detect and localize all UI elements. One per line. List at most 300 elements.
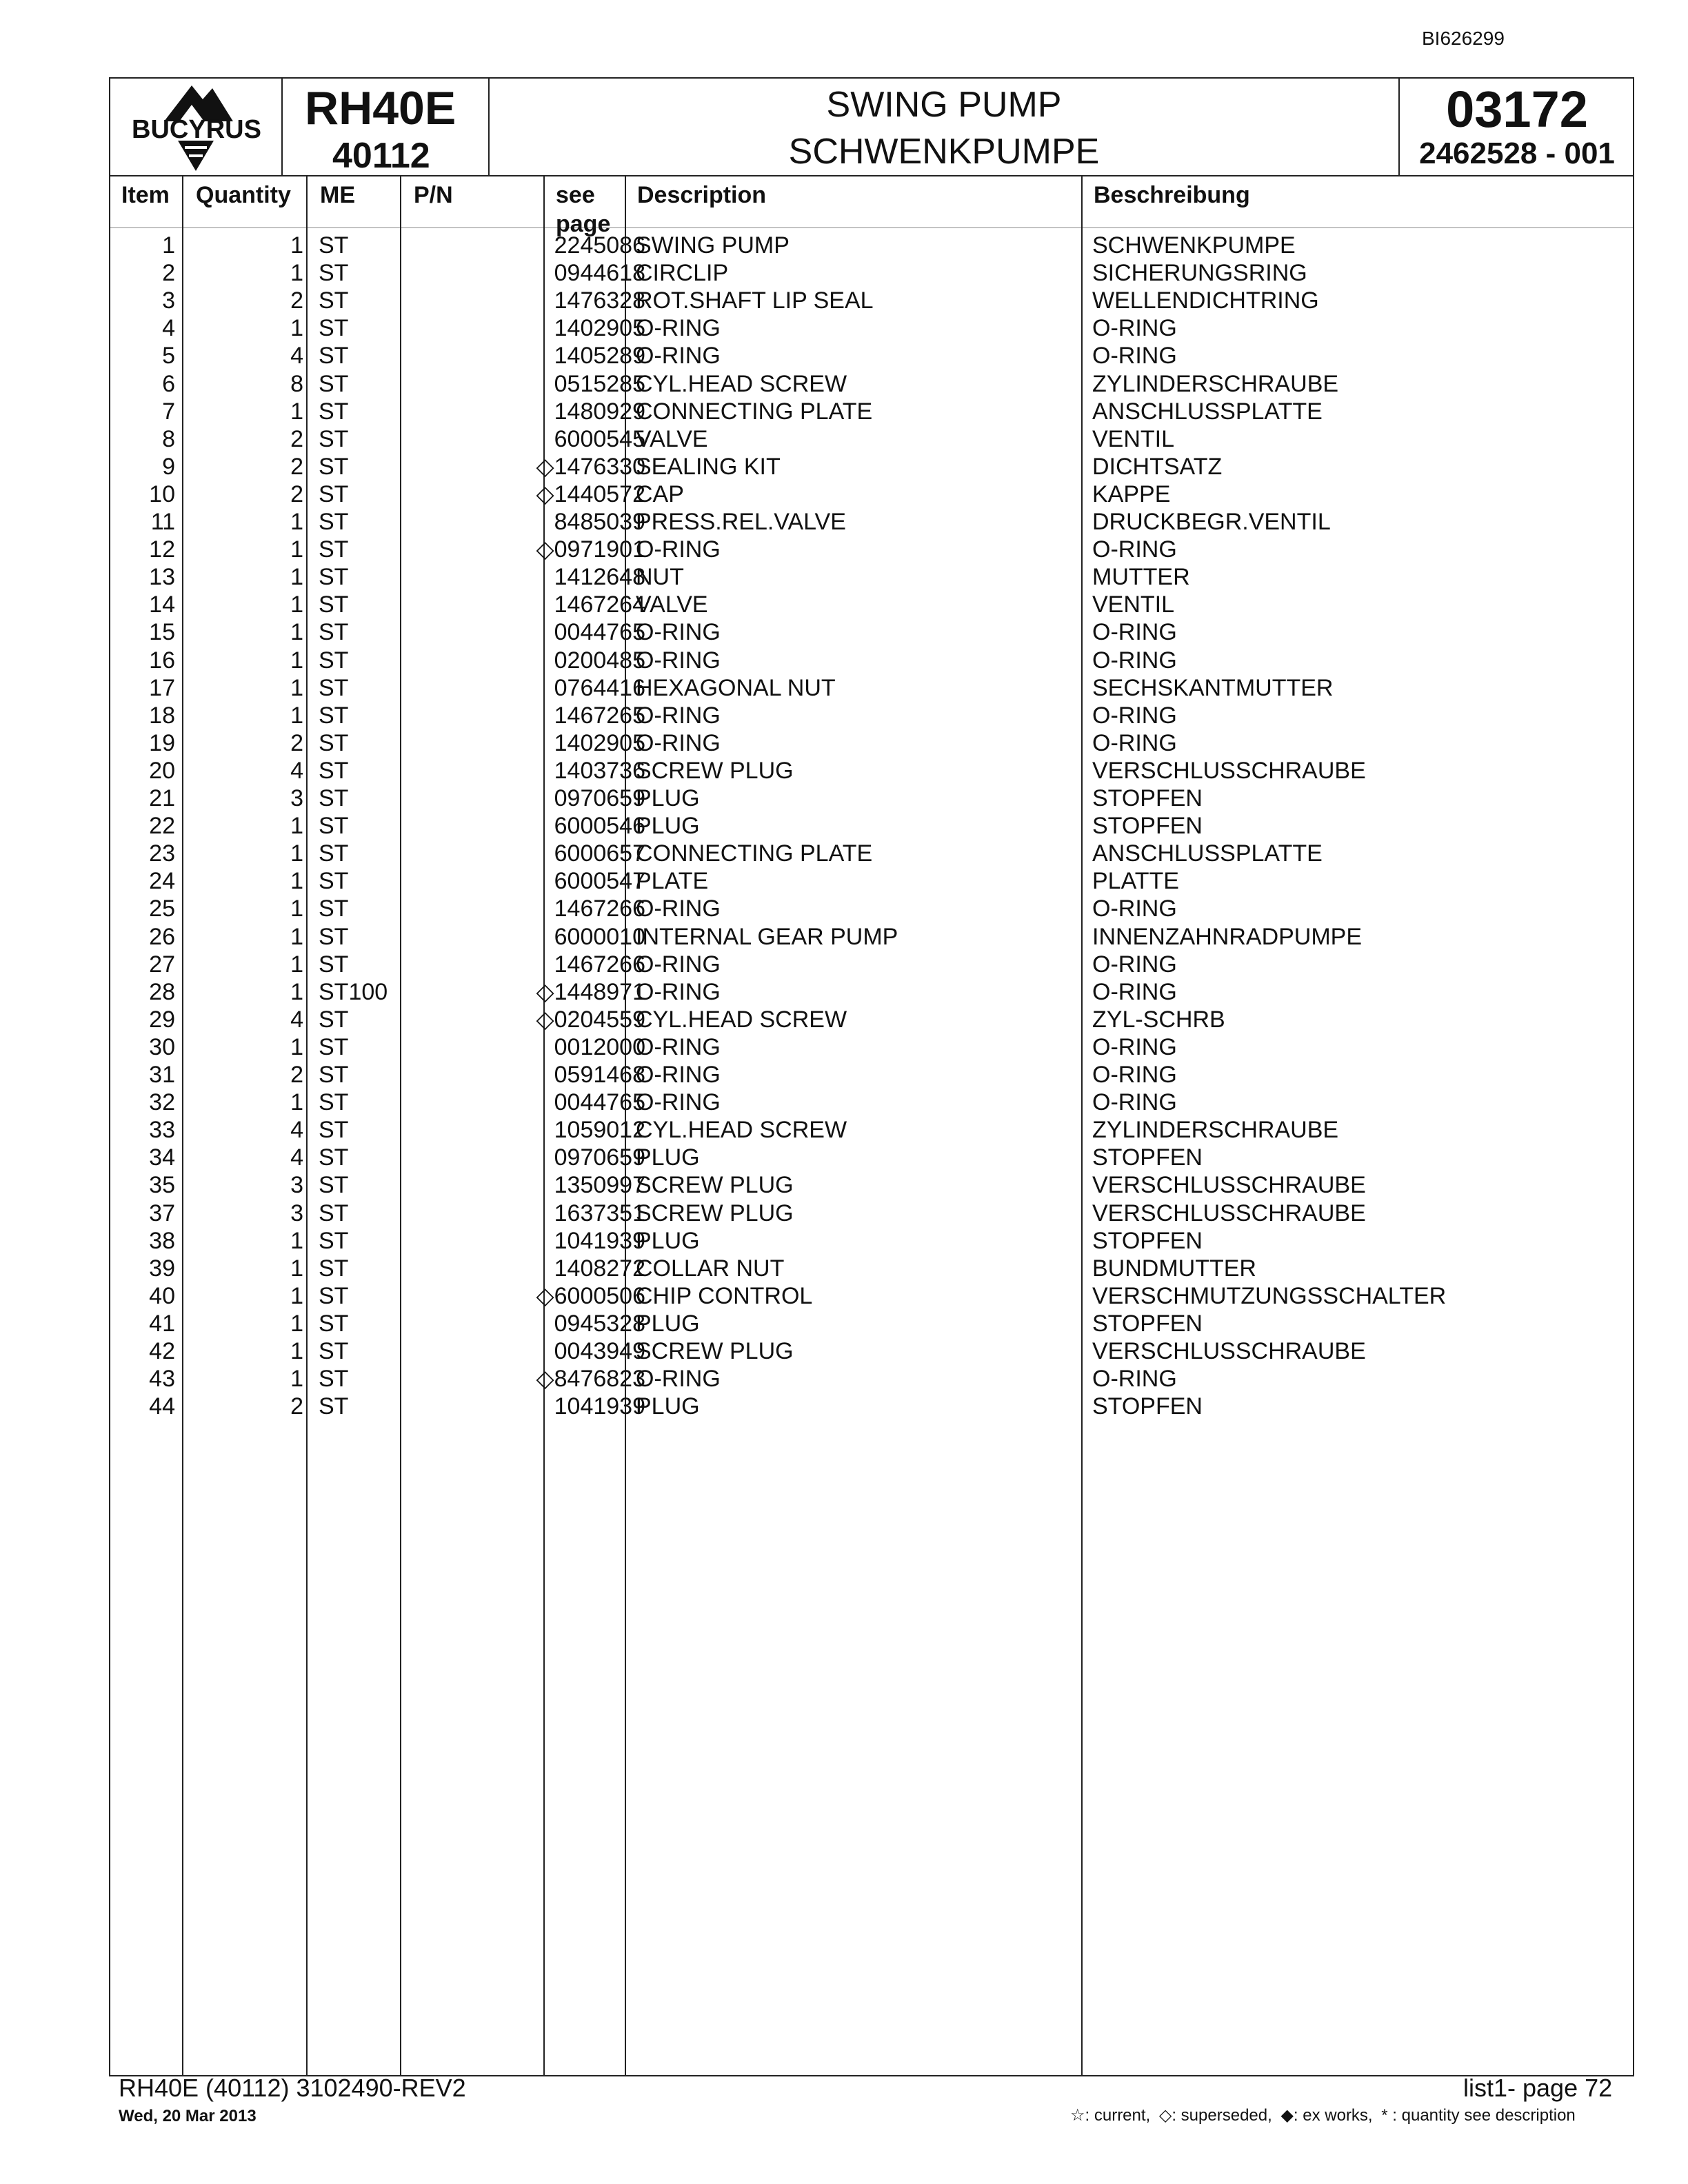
row-me: ST <box>319 1117 349 1144</box>
row-quantity: 1 <box>290 536 303 563</box>
row-quantity: 2 <box>290 481 303 507</box>
row-part-number: 0515285 <box>554 370 645 397</box>
row-beschreibung: WELLENDICHTRING <box>1092 287 1319 314</box>
table-row <box>110 618 1633 646</box>
row-part-number: 0944618 <box>554 260 645 287</box>
row-quantity: 1 <box>290 840 303 867</box>
table-row <box>110 1089 1633 1116</box>
table-row <box>110 729 1633 757</box>
row-beschreibung: O-RING <box>1092 647 1177 674</box>
row-quantity: 1 <box>290 315 303 342</box>
row-beschreibung: PLATTE <box>1092 868 1179 895</box>
row-item: 13 <box>149 564 175 591</box>
row-description: O-RING <box>636 343 721 370</box>
row-part-number: 1467266 <box>554 951 645 978</box>
table-row <box>110 674 1633 702</box>
table-row <box>110 591 1633 618</box>
legend-superseded: ◇: superseded, <box>1158 2106 1272 2125</box>
row-item: 5 <box>162 343 175 370</box>
row-beschreibung: INNENZAHNRADPUMPE <box>1092 923 1363 950</box>
row-beschreibung: O-RING <box>1092 315 1177 342</box>
row-beschreibung: SICHERUNGSRING <box>1092 260 1307 287</box>
row-quantity: 1 <box>290 564 303 591</box>
row-part-number: 0043949 <box>554 1338 645 1364</box>
row-part-number: 8485039 <box>554 509 645 535</box>
column-headers <box>110 175 1633 237</box>
table-row <box>110 1365 1633 1393</box>
row-part-number: 0044765 <box>554 619 645 646</box>
table-row <box>110 1200 1633 1227</box>
row-item: 15 <box>149 619 175 646</box>
table-row <box>110 702 1633 729</box>
row-me: ST <box>319 951 349 978</box>
row-me: ST <box>319 813 349 840</box>
row-quantity: 1 <box>290 1227 303 1254</box>
row-part-number: ◇1448971 <box>536 978 645 1005</box>
row-me: ST <box>319 729 349 756</box>
row-part-number: 0044765 <box>554 1089 645 1116</box>
row-me: ST <box>319 1172 349 1199</box>
row-part-number: 6000547 <box>554 868 645 895</box>
table-row <box>110 481 1633 508</box>
row-me: ST <box>319 287 349 314</box>
row-beschreibung: VERSCHLUSSCHRAUBE <box>1092 1200 1366 1226</box>
row-part-number: ◇8476823 <box>536 1366 645 1393</box>
row-description: CONNECTING PLATE <box>636 840 873 867</box>
row-description: VALVE <box>636 592 708 618</box>
row-description: CHIP CONTROL <box>636 1282 813 1309</box>
svg-text:BUCYRUS: BUCYRUS <box>132 115 261 144</box>
col-beschreibung: Beschreibung <box>1094 182 1250 208</box>
row-quantity: 1 <box>290 1282 303 1309</box>
row-description: INTERNAL GEAR PUMP <box>636 923 898 950</box>
row-beschreibung: SCHWENKPUMPE <box>1092 232 1296 259</box>
row-quantity: 8 <box>290 370 303 397</box>
row-part-number: 1405289 <box>554 343 645 370</box>
row-quantity: 2 <box>290 453 303 480</box>
row-beschreibung: ZYLINDERSCHRAUBE <box>1092 370 1339 397</box>
row-beschreibung: VERSCHLUSSCHRAUBE <box>1092 757 1366 784</box>
row-me: ST <box>319 232 349 259</box>
row-part-number: 1408272 <box>554 1255 645 1282</box>
row-item: 31 <box>149 1062 175 1088</box>
row-part-number: 1402905 <box>554 729 645 756</box>
row-me: ST <box>319 868 349 895</box>
row-me: ST <box>319 398 349 425</box>
table-row <box>110 314 1633 342</box>
row-me: ST <box>319 1227 349 1254</box>
table-row <box>110 536 1633 563</box>
row-description: SCREW PLUG <box>636 1200 794 1226</box>
row-description: O-RING <box>636 951 721 978</box>
row-quantity: 1 <box>290 702 303 729</box>
row-description: O-RING <box>636 1366 721 1393</box>
row-me: ST <box>319 481 349 507</box>
row-part-number: 0970659 <box>554 1144 645 1171</box>
legend-current: ☆: current, <box>1070 2106 1151 2125</box>
row-part-number: 1059012 <box>554 1117 645 1144</box>
row-item: 37 <box>149 1200 175 1226</box>
row-quantity: 2 <box>290 729 303 756</box>
row-me: ST <box>319 896 349 922</box>
row-item: 44 <box>149 1393 175 1420</box>
model-name: RH40E <box>305 82 456 134</box>
footer-date: Wed, 20 Mar 2013 <box>119 2107 257 2125</box>
row-me: ST <box>319 1144 349 1171</box>
row-me: ST <box>319 260 349 287</box>
row-beschreibung: O-RING <box>1092 702 1177 729</box>
row-part-number: 1412648 <box>554 564 645 591</box>
row-item: 11 <box>150 509 175 535</box>
table-row <box>110 785 1633 812</box>
row-item: 12 <box>149 536 175 563</box>
row-description: CAP <box>636 481 684 507</box>
row-me: ST <box>319 1366 349 1393</box>
row-me: ST <box>319 1006 349 1033</box>
table-row <box>110 287 1633 314</box>
row-part-number: 1467264 <box>554 592 645 618</box>
row-part-number: ◇0971901 <box>536 536 645 563</box>
row-part-number: 1467265 <box>554 702 645 729</box>
row-item: 43 <box>149 1366 175 1393</box>
row-part-number: ◇1476330 <box>536 453 645 480</box>
row-description: SWING PUMP <box>636 232 790 259</box>
table-row <box>110 1006 1633 1033</box>
row-quantity: 1 <box>290 868 303 895</box>
row-quantity: 3 <box>290 1200 303 1226</box>
row-description: SCREW PLUG <box>636 1338 794 1364</box>
row-beschreibung: ZYLINDERSCHRAUBE <box>1092 1117 1339 1144</box>
row-part-number: 0945328 <box>554 1310 645 1337</box>
row-item: 19 <box>149 729 175 756</box>
row-description: O-RING <box>636 1089 721 1116</box>
row-description: PLUG <box>636 813 700 840</box>
row-beschreibung: SECHSKANTMUTTER <box>1092 674 1334 701</box>
row-beschreibung: O-RING <box>1092 978 1177 1005</box>
row-part-number: ◇0204559 <box>536 1006 645 1033</box>
row-item: 38 <box>149 1227 175 1254</box>
table-row <box>110 370 1633 398</box>
row-beschreibung: ANSCHLUSSPLATTE <box>1092 840 1323 867</box>
header-band <box>110 79 1633 176</box>
row-beschreibung: VERSCHMUTZUNGSSCHALTER <box>1092 1282 1447 1309</box>
row-quantity: 4 <box>290 1144 303 1171</box>
drawing-number: 2462528 - 001 <box>1419 136 1615 170</box>
table-row <box>110 647 1633 674</box>
col-pn: P/N <box>414 182 453 208</box>
row-beschreibung: ZYL-SCHRB <box>1092 1006 1225 1033</box>
row-beschreibung: O-RING <box>1092 896 1177 922</box>
table-row <box>110 978 1633 1006</box>
row-me: ST <box>319 1033 349 1060</box>
title-cell <box>490 79 1400 175</box>
row-item: 42 <box>149 1338 175 1364</box>
model-cell <box>283 79 490 175</box>
row-beschreibung: KAPPE <box>1092 481 1171 507</box>
row-quantity: 1 <box>290 647 303 674</box>
row-quantity: 2 <box>290 1062 303 1088</box>
code-cell <box>1400 79 1634 175</box>
row-beschreibung: DRUCKBEGR.VENTIL <box>1092 509 1331 535</box>
parts-list-frame <box>109 77 1634 2076</box>
row-item: 26 <box>149 923 175 950</box>
row-quantity: 1 <box>290 1338 303 1364</box>
title-english: SWING PUMP <box>826 85 1062 125</box>
row-quantity: 1 <box>290 1033 303 1060</box>
row-item: 28 <box>149 978 175 1005</box>
table-row <box>110 757 1633 785</box>
row-description: O-RING <box>636 729 721 756</box>
row-description: CYL.HEAD SCREW <box>636 370 847 397</box>
col-quantity: Quantity <box>196 182 291 208</box>
row-beschreibung: O-RING <box>1092 1366 1177 1393</box>
row-me: ST <box>319 1338 349 1364</box>
row-part-number: 6000546 <box>554 813 645 840</box>
row-description: ROT.SHAFT LIP SEAL <box>636 287 874 314</box>
bucyrus-logo-icon <box>110 79 283 175</box>
row-beschreibung: MUTTER <box>1092 564 1190 591</box>
row-quantity: 1 <box>290 1366 303 1393</box>
table-row <box>110 1144 1633 1171</box>
row-item: 22 <box>149 813 175 840</box>
row-item: 33 <box>149 1117 175 1144</box>
row-item: 29 <box>149 1006 175 1033</box>
row-item: 1 <box>162 232 175 259</box>
row-me: ST <box>319 370 349 397</box>
row-description: VALVE <box>636 425 708 452</box>
row-item: 4 <box>162 315 175 342</box>
row-item: 34 <box>149 1144 175 1171</box>
row-description: SCREW PLUG <box>636 757 794 784</box>
row-beschreibung: O-RING <box>1092 619 1177 646</box>
table-row <box>110 1337 1633 1365</box>
row-beschreibung: STOPFEN <box>1092 1310 1203 1337</box>
document-id: BI626299 <box>1422 28 1505 49</box>
row-me: ST <box>319 315 349 342</box>
row-quantity: 4 <box>290 1117 303 1144</box>
row-me: ST <box>319 1062 349 1088</box>
table-row <box>110 1061 1633 1089</box>
row-me: ST <box>319 1200 349 1226</box>
row-part-number: 0012000 <box>554 1033 645 1060</box>
row-part-number: 1350997 <box>554 1172 645 1199</box>
row-item: 24 <box>149 868 175 895</box>
table-row <box>110 951 1633 978</box>
row-quantity: 3 <box>290 1172 303 1199</box>
row-beschreibung: VENTIL <box>1092 592 1175 618</box>
row-beschreibung: O-RING <box>1092 1062 1177 1088</box>
row-beschreibung: BUNDMUTTER <box>1092 1255 1256 1282</box>
row-description: PLUG <box>636 785 700 811</box>
row-item: 41 <box>149 1310 175 1337</box>
row-description: O-RING <box>636 536 721 563</box>
row-quantity: 1 <box>290 260 303 287</box>
row-description: PLUG <box>636 1227 700 1254</box>
row-part-number: 1041939 <box>554 1227 645 1254</box>
row-description: O-RING <box>636 1033 721 1060</box>
table-row <box>110 259 1633 287</box>
row-description: HEXAGONAL NUT <box>636 674 836 701</box>
row-part-number: 1480929 <box>554 398 645 425</box>
title-german: SCHWENKPUMPE <box>788 132 1100 172</box>
table-row <box>110 563 1633 591</box>
row-beschreibung: O-RING <box>1092 343 1177 370</box>
row-me: ST <box>319 425 349 452</box>
row-beschreibung: VENTIL <box>1092 425 1175 452</box>
table-row <box>110 840 1633 867</box>
row-me: ST <box>319 757 349 784</box>
row-part-number: 1467266 <box>554 896 645 922</box>
row-part-number: 1476328 <box>554 287 645 314</box>
row-part-number: 6000010 <box>554 923 645 950</box>
row-part-number: 0200485 <box>554 647 645 674</box>
row-quantity: 2 <box>290 425 303 452</box>
row-description: O-RING <box>636 315 721 342</box>
footer-page: list1- page 72 <box>1463 2074 1613 2102</box>
row-item: 3 <box>162 287 175 314</box>
row-item: 10 <box>149 481 175 507</box>
row-description: PRESS.REL.VALVE <box>636 509 846 535</box>
row-item: 16 <box>149 647 175 674</box>
table-row <box>110 812 1633 840</box>
row-beschreibung: O-RING <box>1092 729 1177 756</box>
row-description: SCREW PLUG <box>636 1172 794 1199</box>
row-quantity: 4 <box>290 343 303 370</box>
legend-ex-works: ◆: ex works, <box>1280 2106 1373 2125</box>
table-row <box>110 453 1633 481</box>
row-item: 35 <box>149 1172 175 1199</box>
row-quantity: 2 <box>290 1393 303 1420</box>
row-quantity: 1 <box>290 619 303 646</box>
table-row <box>110 342 1633 370</box>
table-row <box>110 1171 1633 1199</box>
row-item: 9 <box>162 453 175 480</box>
row-beschreibung: O-RING <box>1092 536 1177 563</box>
row-item: 27 <box>149 951 175 978</box>
row-quantity: 1 <box>290 1310 303 1337</box>
row-quantity: 1 <box>290 509 303 535</box>
row-quantity: 2 <box>290 287 303 314</box>
row-description: O-RING <box>636 619 721 646</box>
col-description: Description <box>637 182 767 208</box>
row-quantity: 1 <box>290 896 303 922</box>
table-row <box>110 895 1633 922</box>
row-part-number: 0970659 <box>554 785 645 811</box>
row-part-number: 1403736 <box>554 757 645 784</box>
table-row <box>110 923 1633 951</box>
row-quantity: 1 <box>290 398 303 425</box>
table-row <box>110 1033 1633 1061</box>
brand-logo <box>110 79 283 175</box>
row-beschreibung: VERSCHLUSSCHRAUBE <box>1092 1338 1366 1364</box>
row-part-number: 1041939 <box>554 1393 645 1420</box>
row-description: CIRCLIP <box>636 260 729 287</box>
row-me: ST <box>319 840 349 867</box>
row-description: O-RING <box>636 702 721 729</box>
row-item: 20 <box>149 757 175 784</box>
row-item: 8 <box>162 425 175 452</box>
row-me: ST <box>319 702 349 729</box>
serial-number: 40112 <box>332 136 430 176</box>
row-beschreibung: ANSCHLUSSPLATTE <box>1092 398 1323 425</box>
table-row <box>110 398 1633 425</box>
row-me: ST <box>319 343 349 370</box>
row-me: ST <box>319 1255 349 1282</box>
symbol-legend <box>1070 2105 1580 2125</box>
group-code: 03172 <box>1446 81 1588 138</box>
row-quantity: 1 <box>290 923 303 950</box>
row-item: 23 <box>149 840 175 867</box>
row-me: ST100 <box>319 978 388 1005</box>
row-me: ST <box>319 509 349 535</box>
row-quantity: 3 <box>290 785 303 811</box>
row-part-number: 0764416 <box>554 674 645 701</box>
row-item: 30 <box>149 1033 175 1060</box>
row-me: ST <box>319 453 349 480</box>
row-beschreibung: VERSCHLUSSCHRAUBE <box>1092 1172 1366 1199</box>
row-me: ST <box>319 536 349 563</box>
row-beschreibung: O-RING <box>1092 951 1177 978</box>
row-quantity: 1 <box>290 232 303 259</box>
table-row <box>110 1282 1633 1310</box>
row-description: O-RING <box>636 1062 721 1088</box>
table-row <box>110 1255 1633 1282</box>
row-item: 6 <box>162 370 175 397</box>
row-me: ST <box>319 592 349 618</box>
col-see: see <box>556 182 595 208</box>
row-item: 7 <box>162 398 175 425</box>
row-quantity: 1 <box>290 1089 303 1116</box>
row-quantity: 4 <box>290 1006 303 1033</box>
row-quantity: 1 <box>290 813 303 840</box>
table-row <box>110 232 1633 259</box>
row-description: PLUG <box>636 1393 700 1420</box>
row-item: 39 <box>149 1255 175 1282</box>
row-beschreibung: O-RING <box>1092 1089 1177 1116</box>
row-description: PLUG <box>636 1144 700 1171</box>
row-me: ST <box>319 1089 349 1116</box>
row-beschreibung: DICHTSATZ <box>1092 453 1223 480</box>
row-item: 17 <box>149 674 175 701</box>
row-beschreibung: STOPFEN <box>1092 1144 1203 1171</box>
table-row <box>110 508 1633 536</box>
row-description: COLLAR NUT <box>636 1255 785 1282</box>
row-me: ST <box>319 923 349 950</box>
row-description: PLUG <box>636 1310 700 1337</box>
row-part-number: 6000657 <box>554 840 645 867</box>
row-item: 40 <box>149 1282 175 1309</box>
row-me: ST <box>319 1393 349 1420</box>
row-quantity: 1 <box>290 592 303 618</box>
row-description: O-RING <box>636 647 721 674</box>
row-beschreibung: STOPFEN <box>1092 1227 1203 1254</box>
table-row <box>110 425 1633 453</box>
row-quantity: 1 <box>290 951 303 978</box>
row-me: ST <box>319 674 349 701</box>
col-me: ME <box>320 182 355 208</box>
row-description: O-RING <box>636 896 721 922</box>
row-beschreibung: STOPFEN <box>1092 785 1203 811</box>
row-description: CONNECTING PLATE <box>636 398 873 425</box>
row-part-number: ◇1440572 <box>536 481 645 507</box>
row-me: ST <box>319 1310 349 1337</box>
row-description: O-RING <box>636 978 721 1005</box>
row-item: 18 <box>149 702 175 729</box>
row-part-number: 6000545 <box>554 425 645 452</box>
row-me: ST <box>319 619 349 646</box>
row-description: PLATE <box>636 868 709 895</box>
row-quantity: 1 <box>290 978 303 1005</box>
